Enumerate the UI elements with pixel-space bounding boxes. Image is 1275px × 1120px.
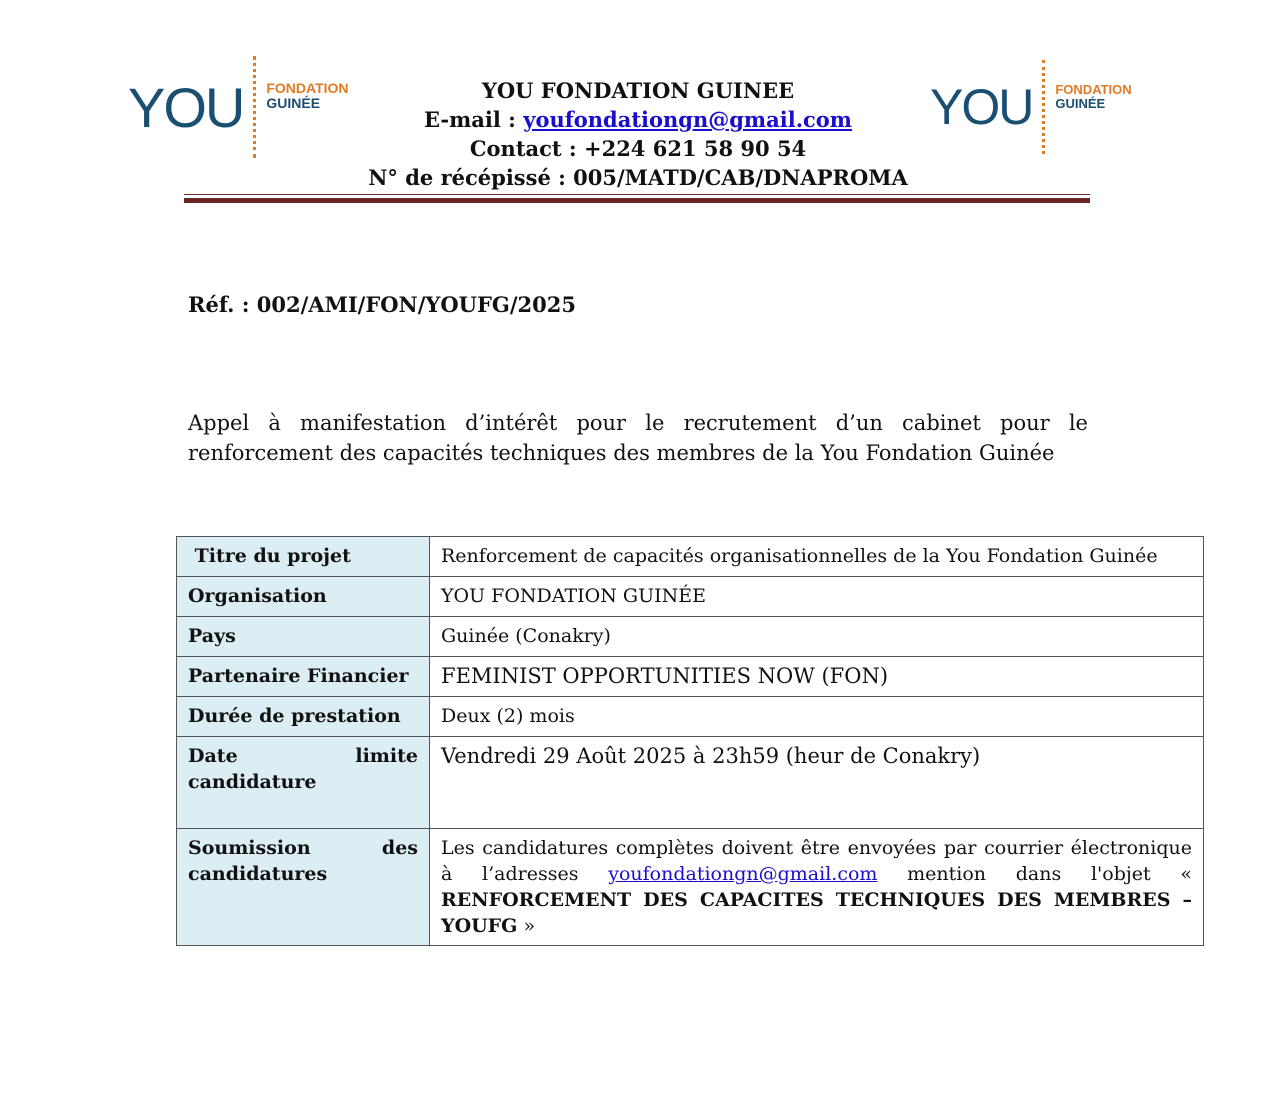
reference-number: Réf. : 002/AMI/FON/YOUFG/2025 (188, 292, 576, 317)
label-organisation: Organisation (177, 577, 430, 617)
value-pays: Guinée (Conakry) (430, 617, 1204, 657)
email-line (340, 105, 936, 134)
value-soumission: Les candidatures complètes doivent être envoyées par courrier électronique à l’adresses youfondationgn@gmail.com mention dans l'objet « RENFORCEMENT DES CAPACITES TECHNIQUES DES MEMBRES – YOUFG » (430, 829, 1204, 946)
recepisse-line: N° de récépissé : 005/MATD/CAB/DNAPROMA (368, 165, 908, 190)
label-titre: Titre du projet (177, 537, 430, 577)
email-label: E-mail : (423, 107, 516, 132)
table-row (177, 577, 1204, 617)
table-row (177, 829, 1204, 946)
logo-subtitle (266, 81, 348, 110)
logo-separator (253, 56, 256, 158)
intro-paragraph: Appel à manifestation d’intérêt pour le recrutement d’un cabinet pour le renforcement des capacités techniques des membres de la You Fondation Guinée (188, 411, 1088, 465)
logo-separator (1042, 60, 1045, 154)
logo-line2: GUINÉE (266, 95, 321, 111)
label-duree: Durée de prestation (177, 697, 430, 737)
table-row (177, 657, 1204, 697)
logo-line2: GUINÉE (1055, 96, 1106, 111)
logo-line1: FONDATION (266, 80, 349, 97)
label-soumission: Soumission des candidatures (177, 829, 430, 946)
label-partenaire: Partenaire Financier (177, 657, 430, 697)
value-organisation: YOU FONDATION GUINÉE (430, 577, 1204, 617)
project-info-table (176, 536, 1204, 946)
table-row (177, 617, 1204, 657)
header-rule-thick (184, 198, 1090, 203)
logo-line1: FONDATION (1055, 82, 1132, 98)
logo-subtitle (1055, 83, 1131, 110)
letterhead (340, 76, 936, 192)
label-date-limite: Date limite candidature (177, 737, 430, 829)
value-date-limite: Vendredi 29 Août 2025 à 23h59 (heur de Conakry) (430, 737, 1204, 829)
table-row (177, 537, 1204, 577)
table-row (177, 737, 1204, 829)
logo-you-text: YOU (930, 79, 1033, 135)
value-duree: Deux (2) mois (430, 697, 1204, 737)
email-link[interactable]: youfondationgn@gmail.com (523, 107, 853, 132)
logo-you-text: YOU (128, 75, 244, 139)
label-pays: Pays (177, 617, 430, 657)
header-rule-thin (184, 194, 1090, 195)
logo-right (930, 60, 1132, 154)
org-name: YOU FONDATION GUINEE (481, 78, 795, 103)
contact-line: Contact : +224 621 58 90 54 (469, 136, 807, 161)
value-titre: Renforcement de capacités organisationnelles de la You Fondation Guinée (430, 537, 1204, 577)
table-row (177, 697, 1204, 737)
submission-email-link[interactable]: youfondationgn@gmail.com (608, 863, 878, 885)
logo-left (128, 56, 349, 158)
value-partenaire: FEMINIST OPPORTUNITIES NOW (FON) (430, 657, 1204, 697)
